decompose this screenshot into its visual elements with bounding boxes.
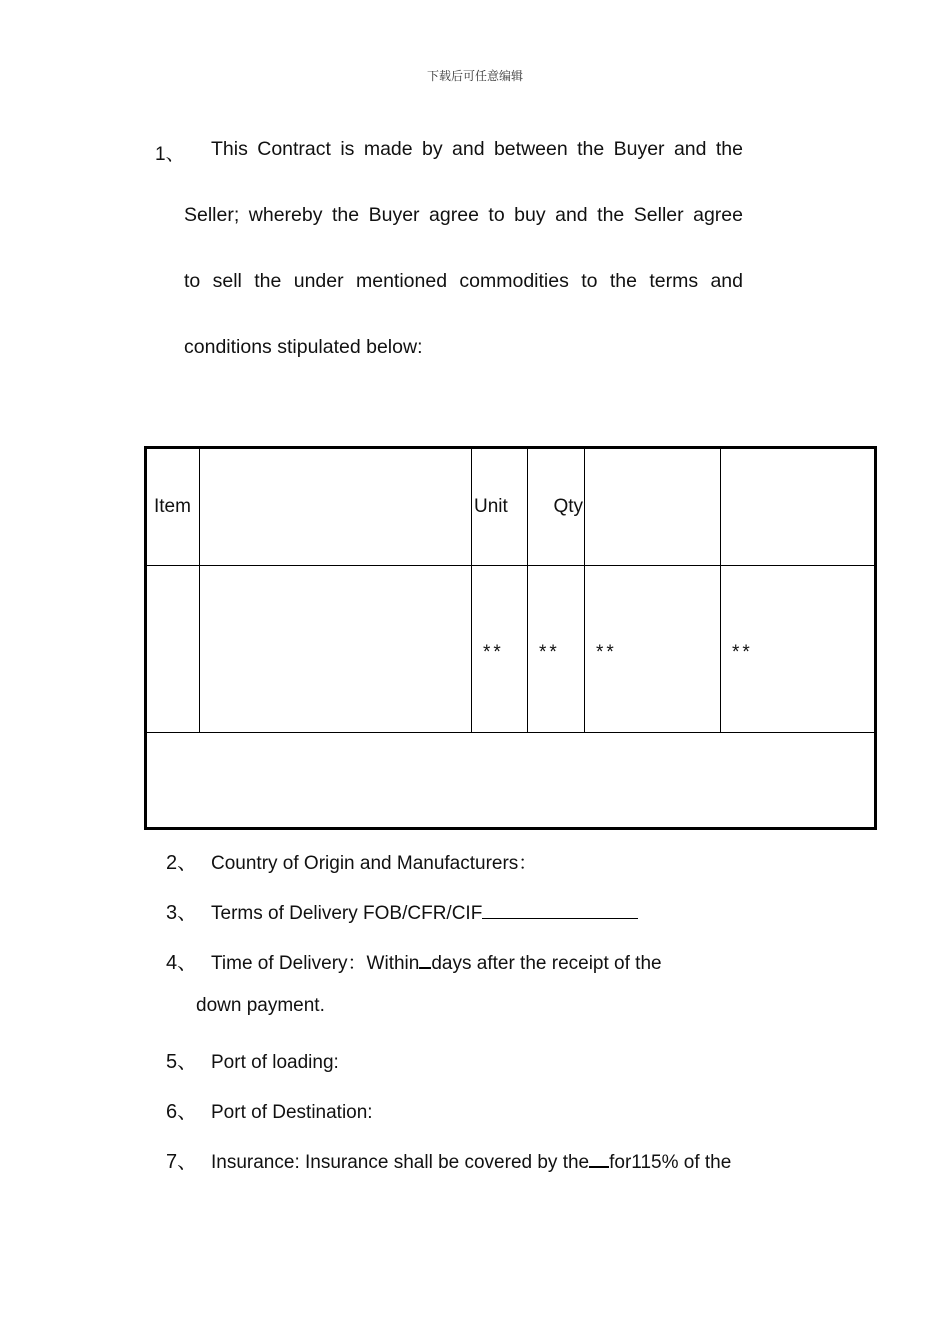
commodity-table xyxy=(144,446,874,830)
cell-total xyxy=(146,733,876,829)
clause-3-number: 3、 xyxy=(166,902,198,924)
cell-qty: ** xyxy=(528,565,585,732)
clause-1-line-2: Seller; whereby the Buyer agree to buy and the Seller agree xyxy=(184,204,743,226)
clause-6 xyxy=(166,1095,373,1124)
clause-1-number: 1、 xyxy=(155,144,185,165)
clause-7-number: 7、 xyxy=(166,1151,198,1173)
delivery-terms-blank[interactable] xyxy=(482,904,638,919)
clause-3 xyxy=(166,896,638,925)
header-unit: Unit xyxy=(472,448,528,566)
header-amount xyxy=(721,448,876,566)
clause-4-text-before: Time of Delivery：Within xyxy=(211,953,420,974)
clause-2-text: Country of Origin and Manufacturers： xyxy=(211,853,538,874)
clause-2-number: 2、 xyxy=(166,852,198,874)
header-unit-price xyxy=(585,448,721,566)
cell-unit-price: ** xyxy=(585,565,721,732)
header-description xyxy=(200,448,472,566)
insurance-party-blank[interactable] xyxy=(589,1152,609,1168)
clause-1-line-1: This Contract is made by and between the Buyer and the xyxy=(211,138,743,160)
clause-4-text-after: days after the receipt of the xyxy=(431,953,662,974)
table-row xyxy=(146,565,876,732)
clause-3-text: Terms of Delivery FOB/CFR/CIF xyxy=(211,903,483,924)
header-qty: Qty xyxy=(528,448,585,566)
table-total-row xyxy=(146,733,876,829)
table-header-row xyxy=(146,448,876,566)
clause-7 xyxy=(166,1145,731,1174)
delivery-days-blank[interactable] xyxy=(419,953,431,969)
cell-unit: ** xyxy=(472,565,528,732)
header-item: Item xyxy=(146,448,200,566)
clause-7-text-before: Insurance: Insurance shall be covered by the xyxy=(211,1152,590,1173)
clause-5 xyxy=(166,1045,339,1074)
page-header: 下载后可任意编辑 xyxy=(426,69,523,83)
clause-4-continuation: down payment. xyxy=(196,995,325,1016)
cell-item xyxy=(146,565,200,732)
cell-amount: ** xyxy=(721,565,876,732)
clause-5-number: 5、 xyxy=(166,1051,198,1073)
clause-6-number: 6、 xyxy=(166,1101,198,1123)
clause-1-line-4: conditions stipulated below: xyxy=(184,336,423,358)
clause-6-text: Port of Destination: xyxy=(211,1102,373,1123)
clause-4 xyxy=(166,946,662,975)
clause-4-number: 4、 xyxy=(166,952,198,974)
clause-7-text-after: for115% of the xyxy=(609,1152,732,1173)
cell-description xyxy=(200,565,472,732)
clause-2 xyxy=(166,846,537,875)
clause-1-line-3: to sell the under mentioned commodities to the terms and xyxy=(184,270,743,292)
clause-5-text: Port of loading: xyxy=(211,1052,339,1073)
